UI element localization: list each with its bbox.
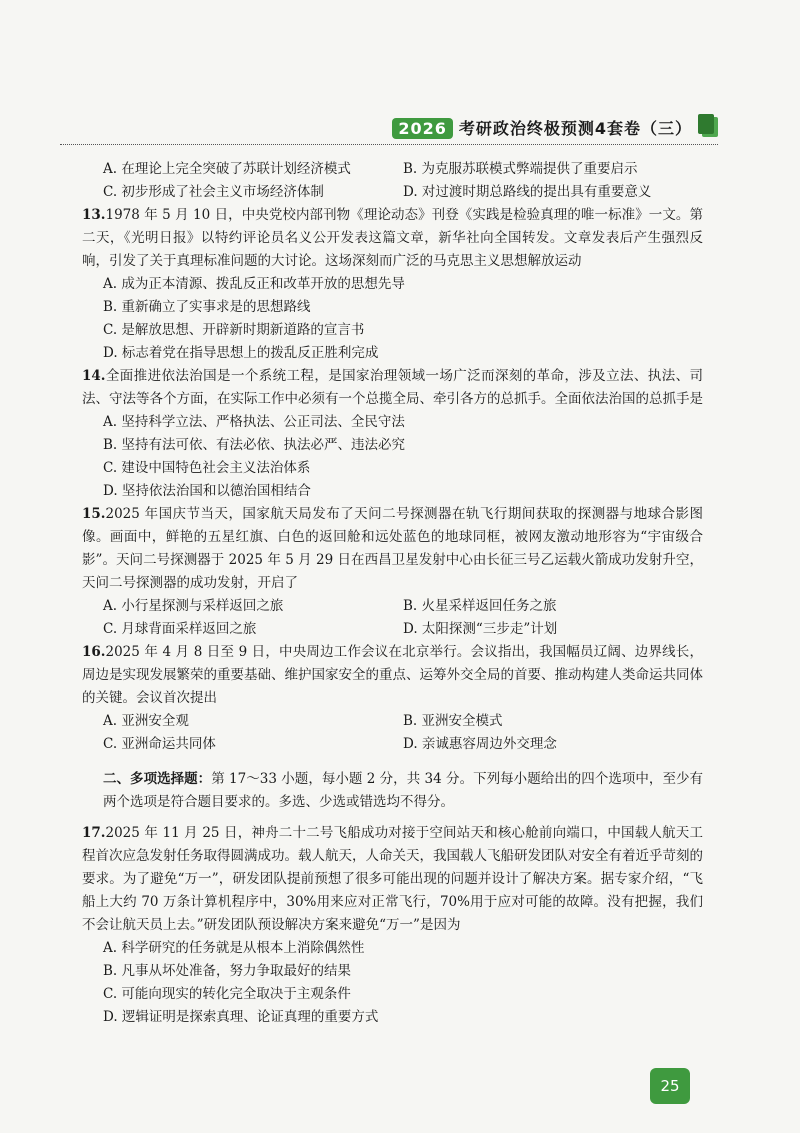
book-title: 考研政治终极预测4套卷（三） [458,119,692,138]
q17-number: 17. [82,825,106,841]
q17-option-b: B. 凡事从坏处准备，努力争取最好的结果 [103,963,352,979]
q14-stem [82,365,703,411]
question-14 [82,365,703,503]
q16-number: 16. [82,644,106,660]
q15-option-c: C. 月球背面采样返回之旅 [103,621,257,637]
q15-option-b: B. 火星采样返回任务之旅 [403,598,557,614]
q13-number: 13. [82,207,106,223]
page-number: 25 [650,1068,690,1104]
q16-options [103,710,703,756]
q15-text: 2025 年国庆节当天，国家航天局发布了天问二号探测器在轨飞行期间获取的探测器与地球合影图像。画面中，鲜艳的五星红旗、白色的返回舱和远处蓝色的地球同框，被网友激动地形容为“宇宙级合影”。天问二号探测器于 2025 年 5 月 29 日在西昌卫星发射中心由长征三号乙运载火箭成功发射升空，天问二号探测器的成功发射，开启了 [82,506,703,591]
question-15 [82,503,703,641]
q15-option-a: A. 小行星探测与采样返回之旅 [103,598,284,614]
q15-option-d: D. 太阳探测“三步走”计划 [403,621,558,637]
q14-option-b: B. 坚持有法可依、有法必依、执法必严、违法必究 [103,437,406,453]
q16-option-a: A. 亚洲安全观 [103,713,189,729]
q17-text: 2025 年 11 月 25 日，神舟二十二号飞船成功对接于空间站天和核心舱前向端口，中国载人航天工程首次应急发射任务取得圆满成功。载人航天，人命关天，我国载人飞船研发团队对安全有着近乎苛刻的要求。为了避免“万一”，研发团队提前预想了很多可能出现的问题并设计了解决方案。据专家介绍，“飞船上大约 70 万条计算机程序中，30%用来应对正常飞行，70%用于应对可能的故障。没有把握，我们不会让航天员上去。”研发团队预设解决方案来避免“万一”是因为 [82,825,703,933]
q16-option-c: C. 亚洲命运共同体 [103,736,216,752]
q17-option-d: D. 逻辑证明是探索真理、论证真理的重要方式 [103,1009,379,1025]
q12-option-d: D. 对过渡时期总路线的提出具有重要意义 [403,184,652,200]
q13-option-d: D. 标志着党在指导思想上的拨乱反正胜利完成 [103,345,379,361]
question-13 [82,204,703,365]
q16-option-b: B. 亚洲安全模式 [403,713,503,729]
section-2-heading [103,768,703,814]
q15-options [103,595,703,641]
section-2-description: 第 17～33 小题，每小题 2 分，共 34 分。下列每小题给出的四个选项中，至少有两个选项是符合题目要求的。多选、少选或错选均不得分。 [103,771,704,810]
page-content [82,158,704,1029]
q13-option-a: A. 成为正本清源、拨乱反正和改革开放的思想先导 [103,276,405,292]
q14-text: 全面推进依法治国是一个系统工程，是国家治理领域一场广泛而深刻的革命，涉及立法、执法、司法、守法等各个方面，在实际工作中必须有一个总揽全局、牵引各方的总抓手。全面依法治国的总抓手是 [82,368,703,407]
q16-option-d: D. 亲诚惠容周边外交理念 [403,736,557,752]
year-badge: 2026 [392,118,453,139]
q12-option-a: A. 在理论上完全突破了苏联计划经济模式 [103,161,351,177]
header-title [392,116,692,139]
q16-stem [82,641,703,710]
q15-stem [82,503,703,595]
q14-option-d: D. 坚持依法治国和以德治国相结合 [103,483,311,499]
q14-number: 14. [82,368,106,384]
q13-text: 1978 年 5 月 10 日，中央党校内部刊物《理论动态》刊登《实践是检验真理的唯一标准》一文。第二天，《光明日报》以特约评论员名义公开发表这篇文章，新华社向全国转发。文章发表后产生强烈反响，引发了关于真理标准问题的大讨论。这场深刻而广泛的马克思主义思想解放运动 [82,207,703,269]
q14-option-c: C. 建设中国特色社会主义法治体系 [103,460,311,476]
q12-option-c: C. 初步形成了社会主义市场经济体制 [103,184,324,200]
header-decoration-icon [698,114,714,134]
header-divider [60,144,718,145]
q13-stem [82,204,703,273]
q13-option-c: C. 是解放思想、开辟新时期新道路的宣言书 [103,322,365,338]
q12-options [103,158,703,204]
q17-option-c: C. 可能向现实的转化完全取决于主观条件 [103,986,351,1002]
q15-number: 15. [82,506,106,522]
q17-stem [82,822,703,937]
q16-text: 2025 年 4 月 8 日至 9 日，中央周边工作会议在北京举行。会议指出，我国幅员辽阔、边界线长，周边是实现发展繁荣的重要基础、维护国家安全的重点、运筹外交全局的首要、推动构建人类命运共同体的关键。会议首次提出 [82,644,703,706]
q14-option-a: A. 坚持科学立法、严格执法、公正司法、全民守法 [103,414,405,430]
question-16 [82,641,703,756]
q13-option-b: B. 重新确立了实事求是的思想路线 [103,299,311,315]
question-17 [82,822,703,1029]
q12-option-b: B. 为克服苏联模式弊端提供了重要启示 [403,161,638,177]
section-2-title: 二、多项选择题： [103,771,212,787]
q17-option-a: A. 科学研究的任务就是从根本上消除偶然性 [103,940,365,956]
page-header [0,108,800,148]
